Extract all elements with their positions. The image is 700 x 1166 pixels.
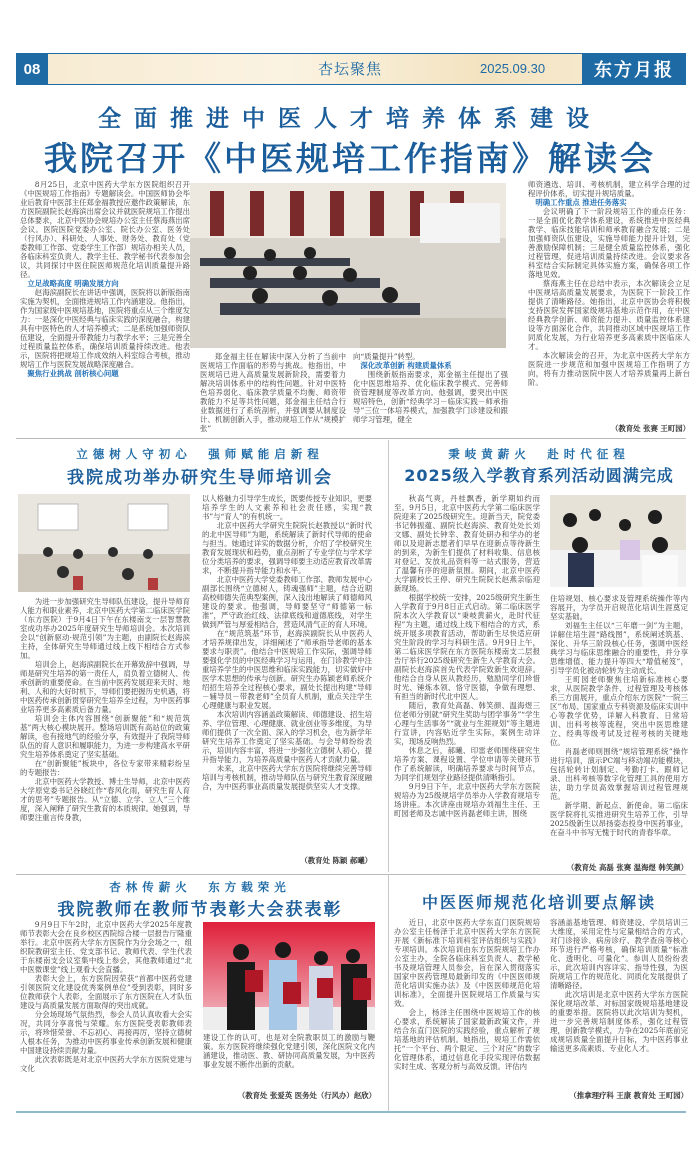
mentor-byline: （教育处 陈颖 郝曦） [300, 856, 372, 865]
paragraph: 赵海滨副院长在讲话中强调，医院将以新版指南实施为契机，全面推进规培工作内涵建设。他指出，作为国家级中医规培基地，医院将重点从三个维度发力：一是深化中医经典与临床实践的深度融合，构建具有中医特色的人才培养模式；二是系统加强师资队伍建设，全面提升带教能力与教学水平；三是完善全过程质量监控体系，确保培训质量持续改进。他表示，医院将把规培工作成效纳入科室综合考核，推动规培工作与医院发展战略深度融合。 [20, 288, 190, 369]
guide-headline: 中医医师规范化培训要点解读 [421, 893, 656, 912]
lead-kicker: 全面推进中医人才培养体系建设 [98, 106, 602, 132]
paragraph: 休息之后，郝曦、印雷老师围绕研究生培养方案、课程设置、学位申请等关键环节作了系统解读，明确培养要求与时间节点，为同学们规划学业路径提供清晰指引。 [394, 746, 540, 782]
guide-byline: （推拿理疗科 王康 教育处 王町园） [569, 1091, 688, 1100]
paragraph: 向“质量提升”转型。 [353, 352, 420, 361]
award-kicker: 杏林传薪火 东方载荣光 [109, 880, 291, 894]
paragraph: 肖磊老师则围绕“规培管理系统”操作进行培训，演示PC端与移动端功能模块，包括轮转计划制定、考勤打卡、跟师记录、出科考核等数字化管理工具的使用方法，助力学员高效掌握培训过程管理规范。 [550, 747, 688, 801]
paragraph: 刘福生主任以“三年磨一剑”为主题，详解住培生涯“路线图”，系统阐述筑基、深化、升华三阶段核心任务，强调中医经典学习与临床思维融合的重要性，并分享思维增值、能力提升等四大“增值秘笈”，引导学员化被动轮转为主动成长。 [550, 621, 688, 675]
paragraph: 郑金福主任在解读中深入分析了当前中医规培工作面临的形势与挑战。他指出，中医规培已进入高质量发展新阶段，需要着力解决培训体系中的结构性问题。针对中医特色培养弱化、临床教学质量不均衡、师资带教能力不足等共性问题，郑金福主任结合行业数据进行了系统剖析，并强调要从制度设计、机制创新入手，推动规培工作从“规模扩张” [200, 352, 346, 433]
paragraph: 围绕新版指南要求，郑金福主任提出了强化中医思维培养、优化临床教学模式、完善师资管理制度等改革方向。他强调，要突出中医规培特色，创新“经典学习－临床实践－师承指导”三位一体培养模式，加强教学门诊建设和跟师学习管理，健全 [353, 370, 508, 424]
paragraph: 近日，北京中医药大学东直门医院规培办公室主任杨泽于北京中医药大学东方医院开展《新标准下培训科室评估组织与实践》专项培训。本次培训由东方医院规培工作办公室主办，全院各临床科室负责人、教学秘书及规培管理人员参会，旨在深入贯彻落实国家中医药管理局最新印发的《中医医师规范化培训实施办法》及《中医医师规范化培训标准》，全面提升医院规培工作质量与实效。 [394, 918, 540, 1008]
paragraph: 师资遴选、培训、考核机制，建立科学合理的过程评价体系，切实提升规培质量。 [528, 180, 690, 198]
column-divider [388, 874, 389, 1112]
paragraph: 本次培训内容涵盖政策解读、师德建设、招生培养、学位管理、心理健康、就业创业等多维度，为导师们提供了一次全面、深入的学习机会，也为新学年研究生培养工作奠定了坚实基础。与会导师纷纷表示，培训内容丰富，将进一步强化立德树人初心，提升指导能力，为培养高质量中医药人才贡献力量。 [202, 710, 372, 764]
award-winners-photo [203, 922, 375, 1030]
lead-column-3 [353, 352, 508, 435]
paragraph: 随后，教育处高磊、韩笑颜、温海煜三位老师分别就“研究生奖助与团学事务”“学生心理与生活事务”“就业与生涯规划”等主题进行宣讲，内容贴近学生实际，案例生动详实，现场反响热烈。 [394, 701, 540, 746]
paragraph: 在“创新聚能”板块中，各位专家带来精彩纷呈的专题报告： [20, 759, 190, 777]
mentor-kicker: 立德树人守初心 强师赋能启新程 [76, 447, 324, 461]
paragraph: 北京中医药大学教授、博士生导师，北京中医药大学原党委书记谷晓红作“春风化雨，研究生育人育才的思考”专题报告。从“立德、立学、立人”三个维度，深入阐释了研究生教育的本质规律。她强调，导师要注重言传身教， [20, 777, 190, 822]
paragraph: 蔡海燕主任在总结中表示，本次解读会立足中医规培高质量发展要求，为医院下一阶段工作提供了清晰路径。她指出，北京中医协会将积极支持医院发挥国家级规培基地示范作用，在中医经典教学创新、师资能力提升、质量监控体系建设等方面深化合作，共同推动区域中医规培工作同质化发展，为行业培养更多高素质中医临床人才。 [528, 279, 690, 351]
enroll-column-1 [394, 494, 540, 868]
lead-meeting-photo [190, 183, 506, 348]
section-divider [16, 438, 686, 439]
paragraph: 8月25日，北京中医药大学东方医院组织召开《中医规培工作指南》专题解读会。中国医师协会毕业后教育中医部主任郑金福教授应邀作政策解读，东方医院副院长赵海滨出席会议并就医院规培工作提出总体要求，北京中医协会规培办公室主任蔡海燕出席会议。医院医院党委办公室、院长办公室、医务处（行风办）、科研处、人事处、财务处、教育处（党委教师工作部、党委学生工作部）规培办相关人员，各临床科室负责人、教学主任、教学秘书代表参加会议，共同探讨中医住院医师规范化培训质量提升路径。 [20, 180, 190, 279]
paragraph: 北京中医药大学研究生院院长赵教授以“新时代的北中医导师”为题，系统解读了新时代导师的使命与担当。她通过详实的数据分析，介绍了学校研究生教育发展现状和趋势，重点剖析了专业学位与学术学位分类培养的要求，强调导师要主动适应教育改革需求，不断提升指导能力和水平。 [202, 521, 372, 575]
enroll-column-2 [550, 594, 688, 860]
guide-column-1 [394, 918, 540, 1100]
enroll-headline: 2025级入学教育系列活动圆满完成 [404, 466, 674, 485]
mentor-training-photo [18, 494, 190, 592]
paragraph: 建设工作的认可，也是对全院教职员工的激励与鞭策。东方医院将继续强化党建引领，深化医院文化内涵建设，推动医、教、研协同高质量发展，为中医药事业发展不断作出新的贡献。 [203, 1033, 375, 1069]
lead-byline: （教育处 张赛 王町园） [610, 424, 690, 433]
award-column-2 [203, 1033, 375, 1089]
paragraph: 北京中医药大学党委教师工作部、教师发展中心副部长围绕“立德树人，铸魂强师”主题，结合近期高校师德失范典型案例，深入浅出地解读了师德师风建设的要求。他强调，导师要坚守“师德第一标准”，严守政治红线、法律底线和道德底线，对学生做到严管与厚爱相结合，营造风清气正的育人环境。 [202, 575, 372, 629]
mentor-column-2 [202, 494, 372, 854]
enroll-registration-photo [550, 495, 686, 587]
mentor-column-1 [20, 597, 190, 867]
paragraph: 为进一步加强研究生导师队伍建设，提升导师育人能力和职业素养，北京中医药大学第二临床医学院（东方医院）于9月4日下午在东楼南支一层智慧教室成功举办2025年度研究生导师培训会。本次培训会以“创新驱动·规范引领”为主题，由副院长赵海滨主持，全体研究生导师通过线上线下相结合方式参加。 [20, 597, 190, 660]
issue-date: 2025.09.30 [480, 61, 546, 76]
lead-column-1 [20, 180, 190, 435]
paragraph: 本次解读会的召开，为北京中医药大学东方医院进一步规范和加强中医规培工作指明了方向，将有力推动医院中医人才培养质量再上新台阶。 [528, 351, 690, 387]
paragraph: 秋高气爽，丹桂飘香，新学期如约而至。9月5日，北京中医药大学第二临床医学院迎来了2025级研究生。迎新当天，院党委书记韩振蕴、副院长赵海滨、教育处处长刘文娜、副处长钟幸、教育处研办和学办的老师以及迎新志愿者们早早在迎新点等待新生的到来，为新生们提供了材料收集、信息核对登记、发放礼品资料等一站式服务，营造了温馨有序的迎新氛围。期间，北京中医药大学副校长王停、研究生院院长赵燕亲临迎新现场。 [394, 494, 540, 593]
paragraph: 此次培训是北京中医药大学东方医院深化规培改革、对标国家级规培基地建设的重要举措。医院将以此次培训为契机，进一步完善规培制度体系，强化过程管理，创新教学模式，力争在2025年底前完成规培质量全面提升目标，为中医药事业输送更多高素质、专业化人才。 [550, 990, 688, 1053]
enroll-byline: （教育处 高磊 张赛 温海煜 韩笑颜） [566, 863, 688, 872]
award-headline: 我院教师在教师节表彰大会获表彰 [57, 900, 343, 920]
page-number: 08 [16, 53, 48, 85]
paragraph: 会上，杨泽主任围绕中医规培工作的核心要求，系统解读了国家最新政策文件，并结合东直门医院的实践经验，重点解析了规培基地的评估机制。她指出，规培工作需依托“一个平台、两个限定、三个对应”的数字化管理体系，通过信息化手段实现评估数据实时生成、客观分析与高效反馈。评估内 [394, 1008, 540, 1071]
award-byline: （教育处 张爱英 医务处（行风办）赵欣） [237, 1091, 376, 1100]
enroll-kicker: 秉岐黄薪火 赴时代征程 [448, 447, 630, 461]
subheading: 深化改革创新 构建质量体系 [360, 361, 452, 370]
paragraph: 培训会主体内容围绕“创新聚能”和“规范筑基”两大核心模块展开。整场培训既有高站位的政策解读，也有接地气的经验分享，有效提升了我院导师队伍的育人意识和履职能力，为进一步构建高水平研究生培养体系奠定了坚实基础。 [20, 714, 190, 759]
paragraph: 9月9日下午，北京中医药大学东方医院规培办为25级规培学员举办入学教育规培专场讲座。本次讲座由规培办刘福生主任、王町园老师及志诚中医肖磊老师主讲，围绕 [394, 782, 540, 818]
subheading: 聚焦行业挑战 剖析核心问题 [27, 369, 119, 378]
award-column-1 [20, 920, 192, 1100]
subheading: 立足战略高度 明确发展方向 [27, 279, 119, 288]
paragraph: 分会场现场气氛热烈，参会人员认真收看大会实况，共同分享喜悦与荣耀。东方医院受表彰教师表示，将珍惜荣誉、不忘初心、再接再厉，坚持立德树人根本任务，为推动中医药事业传承创新发展和健康中国建设持续贡献力量。 [20, 1010, 192, 1055]
paragraph: 以人格魅力引导学生成长，既要传授专业知识，更要培养学生的人文素养和社会责任感，实现“教书”与“育人”的有机统一。 [202, 494, 372, 521]
paragraph: 此次表彰既是对北京中医药大学东方医院党建与文化 [20, 1055, 192, 1073]
lead-column-4 [528, 180, 690, 425]
section-title: 杏坛聚焦 [317, 60, 382, 78]
paragraph: 根据学校统一安排，2025级研究生新生入学教育于9月8日正式启动。第二临床医学院本次入学教育以“秉岐黄薪火，赴时代征程”为主题，通过线上线下相结合的方式，系统开展多项教育活动，帮助新生尽快适应研究生阶段的学习与科研生活。9月9日上午，第二临床医学院在东方医院东楼南支二层报告厅举行2025级研究生新生入学教育大会。副院长赵海滨首先代表学院致新生欢迎辞。他结合自身从医从教经历，勉励同学们珍惜时光、锤炼本领、恪守医德，争做有理想、有担当的新时代北中医人。 [394, 593, 540, 701]
bottom-rule [16, 1111, 686, 1113]
paper-name-logo: 东方月报 [582, 53, 686, 85]
section-divider [16, 874, 686, 875]
guide-column-2 [550, 918, 688, 1088]
paragraph: 容涵盖基地管理、师资建设、学员培训三大维度，采用定性与定量相结合的方式，对门诊接诊、病房诊疗、教学查房等核心环节进行严格考核，确保培训质量“标准化、透明化、可量化”。参训人员纷纷表示，此次培训内容详实、指导性强，为医院规培工作的规范化、同质化发展提供了清晰路径。 [550, 918, 688, 990]
paragraph: 未来，北京中医药大学东方医院将继续完善导师培训与考核机制，推动导师队伍与研究生教育深度融合，为中医药事业高质量发展提供坚实人才支撑。 [202, 764, 372, 791]
lead-headline: 我院召开《中医规培工作指南》解读会 [44, 139, 656, 178]
paragraph: 培训会上，赵海滨副院长在开幕致辞中强调，导师是研究生培养的第一责任人，肩负着立德树人、传承创新的重要使命。在当前中医药发展迎来天时、地利、人和的大好时机下，导师们要把握历史机遇，将中医药传承创新贯穿研究生培养全过程，为中医药事业培养更多高素质后备力量。 [20, 660, 190, 714]
lead-column-2 [200, 352, 346, 435]
paragraph: 住培规划、核心要求及管理系统操作等内容展开，为学员开启规范化培训生涯奠定坚实基础。 [550, 594, 688, 621]
mentor-headline: 我院成功举办研究生导师培训会 [67, 468, 333, 488]
paragraph: 新学期、新起点、新使命。第二临床医学院将扎实推进研究生培养工作，引导2025级新生以昂扬姿态投身中医药事业，在奋斗中书写无愧于时代的青春华章。 [550, 801, 688, 837]
paragraph: 9月9日下午2时，北京中医药大学2025年度教师节表彰大会在良乡校区西院综合楼一层报告厅隆重举行。北京中医药大学东方医院作为分会场之一，组织院教研室主任、党支部书记、教师代表、学生代表于东楼南支会议室集中线上参会，其他教师通过“北中医微课堂”线上观看大会直播。 [20, 920, 192, 974]
subheading: 明确工作重点 推进任务落实 [535, 198, 627, 207]
paragraph: 王町园老师聚焦住培新标准核心要求，从医院教学条件、过程管理及考核体系三方面展开，重点介绍东方医院“一院三区”布局、国家重点专科资源及临床实训中心等教学优势，详解入科教育、日常培训、出科考核等流程，突出中医思维建立、经典等级考试及过程考核的关键地位。 [550, 675, 688, 747]
paragraph: 表彰大会上，东方医院因荣获“首都中医药党建引领医院文化建设优秀案例单位”受到表彰，同时多位教师获个人表彰，全面展示了东方医院在人才队伍建设与高质量发展方面取得的突出成就。 [20, 974, 192, 1010]
column-divider [388, 440, 389, 872]
paragraph: 在“规范筑基”环节，赵海滨副院长从中医药人才培养规律出发，详细阐述了“师承指导老师的基本要求与职责”。他结合中医规培工作实际，强调导师要强化学员的中医经典学习与运用，在门诊教学中注重培养学生的中医思维和临床实践能力，切实做好中医学术思想的传承与创新。研究生办陈颖老师系统介绍招生培养全过程核心要求，副处长提出构建“导师－辅导员－带教老师”全员育人机制，重点关注学生心理健康与职业发展。 [202, 629, 372, 710]
paragraph: 会议明确了下一阶段规培工作的重点任务：一是全面优化教学体系建设，系统推进中医经典教学、临床技能培训和师承教育融合发展；二是加强师资队伍建设，实施导师能力提升计划，完善激励保障机制；三是健全质量监控体系，强化过程管理，促进培训质量持续改进。会议要求各科室结合实际制定具体实施方案，确保各项工作落地见效。 [528, 207, 690, 279]
